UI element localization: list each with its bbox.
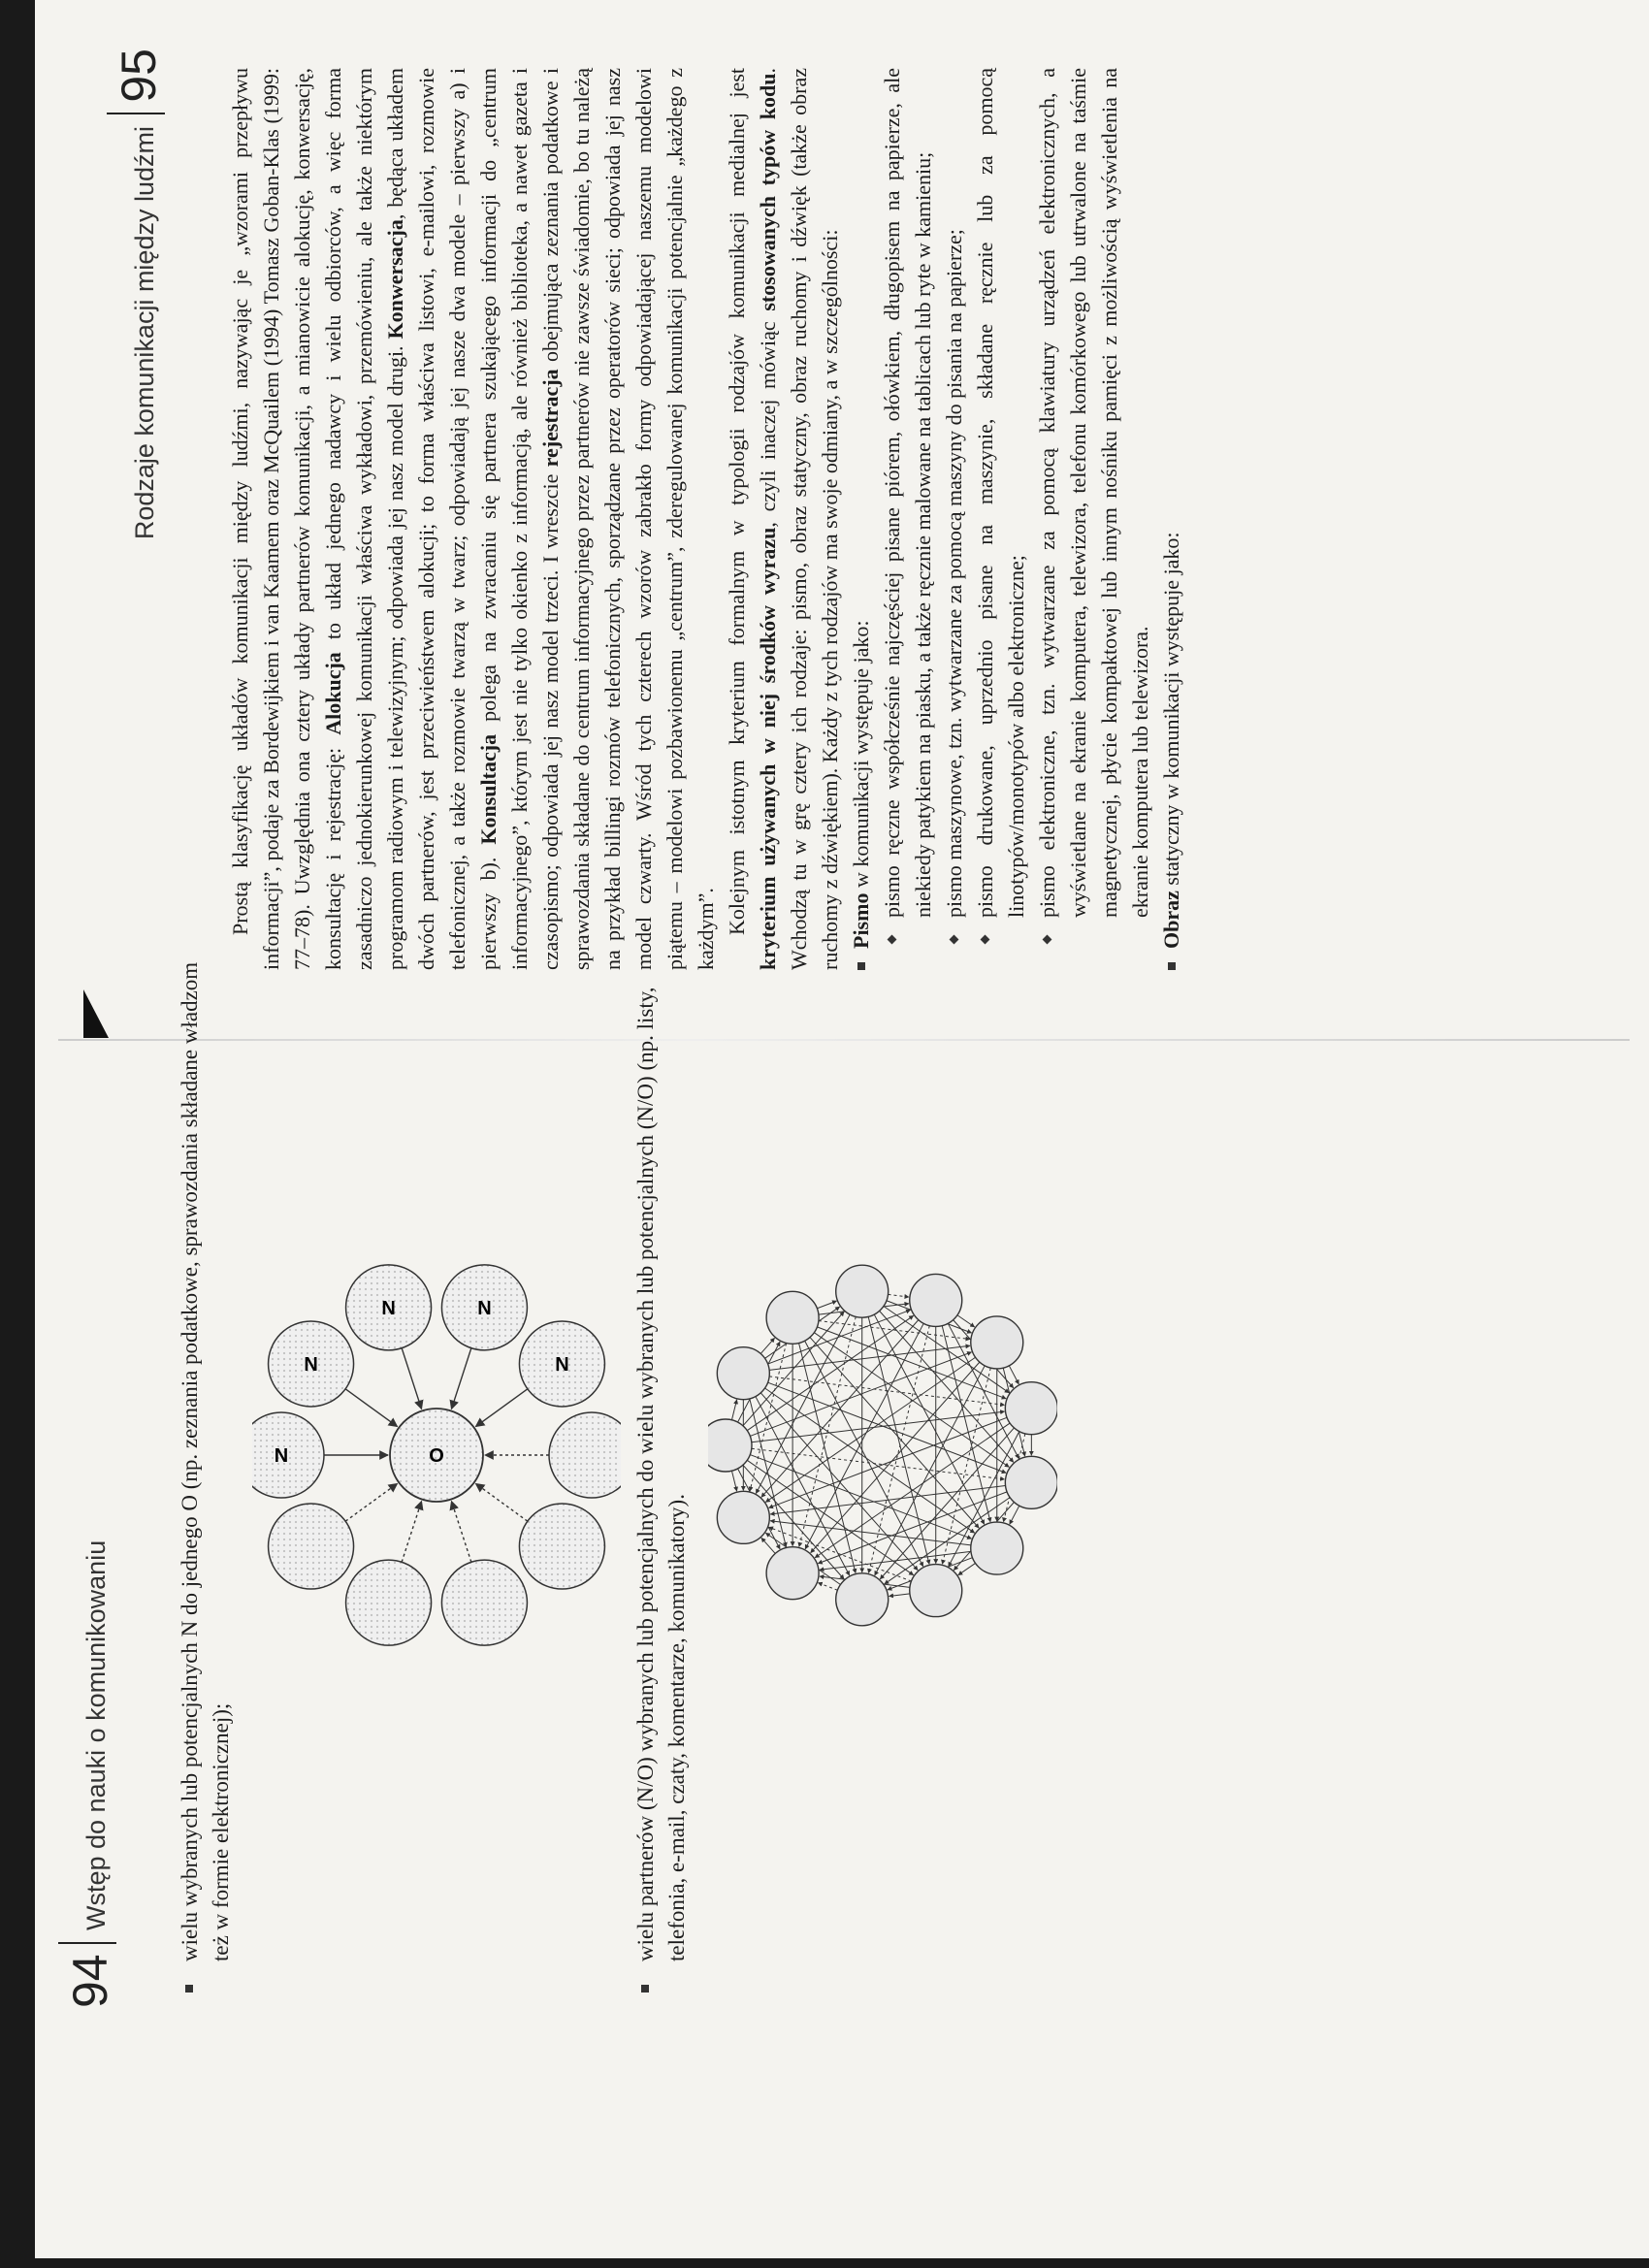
arrow-to-center xyxy=(475,1389,527,1427)
bold-term: rejestracja xyxy=(538,369,563,468)
scan-edge xyxy=(0,0,35,2268)
running-title: Rodzaje komunikacji między ludźmi xyxy=(130,126,159,540)
page-header xyxy=(107,49,194,1009)
bullet-many-to-one: wielu wybranych lub potencjalnych N do jednego O (np. zeznania podatkowe, sprawozdania składane władzom też w formie elektronicznej); xyxy=(175,953,237,2008)
text-run: to układ jednego nadawcy i wielu odbiorców, a więc forma zasadniczo jednokierunkowej komunikacji właściwa wykładowi, przemówieniu, ale także niektórym programom radiowym i telewizyjnym; odpowiada jej nasz model drugi. xyxy=(321,68,407,970)
page-number: 94 xyxy=(63,1954,117,2008)
list-item-pismo: Pismo w komunikacji występuje jako: pismo ręczne współcześnie najczęściej pisane piórem, ołówkiem, długopisem na papierze, ale niekiedy patykiem na piasku, a także ręcznie malowane na tablicach lub ryte w kamieniu; pismo maszynowe, tzn. wytwarzane za pomocą maszyny do pisania na papierze; pismo drukowane, uprzednio pisane na maszynie, składane ręcznie lub za pomocą linotypów/monotypów albo elektroniczne; pismo elektroniczne, tzn. wytwarzane za pomocą klawiatury urządzeń elektronicznych, a wyświetlane na ekranie komputera, telewizora, telefonu komórkowego lub utrwalone na taśmie magnetycznej, płycie kompaktowej lub innym nośniku pamięci z możliwością wyświetlenia na ekranie komputera lub telewizora. xyxy=(846,68,1156,970)
header-rule xyxy=(107,113,165,114)
network-node xyxy=(1005,1456,1057,1508)
node-n-label: N xyxy=(555,1353,569,1376)
network-edge xyxy=(817,1301,836,1309)
arrow-to-center xyxy=(345,1389,397,1427)
network-edge xyxy=(889,1294,909,1297)
text-run: , czyli inaczej mówiąc xyxy=(756,310,780,528)
pismo-subtype-item: pismo drukowane, uprzednio pisane na maszynie, składane ręcznie lub za pomocą linotypów/monotypów albo elektroniczne; xyxy=(970,68,1032,949)
network-node xyxy=(910,1565,962,1617)
node-n-label: N xyxy=(381,1297,396,1319)
text-run: obejmująca zeznania podatkowe i sprawozdania składane do centrum informacyjnego przez partnerów nie zawsze świadomie, bo tu należą na przykład billingi rozmów telefonicznych, sporządzane przez operatorów sieci; odpowiada jej nasz model czwarty. Wśród tych czterech wzorów zabrakło formy odpowiadającej naszemu modelowi piątemu – modelowi pozbawionemu „centrum”, zderegulowanej komunikacji potencjalnie „każdego z każdym”. xyxy=(538,68,718,970)
network-node xyxy=(717,1491,769,1543)
network-edge xyxy=(799,1316,856,1546)
network-edge xyxy=(1010,1506,1019,1524)
scan-edge xyxy=(0,2258,1649,2268)
pismo-subtype-item: pismo ręczne współcześnie najczęściej pisane piórem, ołówkiem, długopisem na papierze, ale niekiedy patykiem na piasku, a także ręcznie malowane na tablicach lub ryte w kamieniu; xyxy=(877,68,939,949)
network-edge xyxy=(765,1357,975,1502)
pismo-subtype-item: pismo elektroniczne, tzn. wytwarzane za pomocą klawiatury urządzeń elektronicznych, a wyświetlane na ekranie komputera, telewizora, telefonu komórkowego lub utrwalone na taśmie magnetycznej, płycie kompaktowej lub innym nośniku pamięci z możliwością wyświetlenia na ekranie komputera lub telewizora. xyxy=(1032,68,1156,949)
body-text xyxy=(194,49,1187,1009)
network-edge xyxy=(731,1471,736,1491)
network-node xyxy=(836,1573,889,1626)
network-edge xyxy=(958,1563,976,1574)
network-edge xyxy=(770,1486,1005,1514)
network-node xyxy=(836,1265,889,1317)
diamond-bullet-icon xyxy=(1043,935,1052,945)
network-node xyxy=(971,1522,1023,1574)
network-edge xyxy=(761,1320,919,1498)
diamond-bullet-icon xyxy=(888,935,897,945)
network-edge xyxy=(889,1594,910,1597)
list-item-obraz: Obraz statyczny w komunikacji występuje jako: xyxy=(1156,68,1187,970)
text-run: Prostą klasyfikację układów komunikacji między ludźmi, nazywając je „wzorami przepływu informacji”, podaje za Bordewijkiem i van Kaamem oraz McQuailem (1994) Tomasz Goban-Klas (1999: 77–78). Uwzględnia ona cztery układy partnerów komunikacji, a mianowicie alokucję, konwersację, konsultację i rejestrację: xyxy=(228,68,345,970)
square-bullet-icon xyxy=(1168,962,1176,970)
paragraph-classification xyxy=(225,68,722,970)
diagram-many-to-one xyxy=(252,1019,621,1892)
bold-term: kryterium używanych w niej środków wyrazu xyxy=(756,527,780,970)
pismo-subtypes xyxy=(877,68,1156,949)
network-node xyxy=(910,1274,962,1326)
network-node xyxy=(971,1316,1023,1369)
network-node xyxy=(766,1291,819,1344)
node-n xyxy=(346,1560,432,1645)
running-title: Wstęp do nauki o komunikowaniu xyxy=(81,1539,111,1930)
network-edge xyxy=(811,1362,980,1553)
bold-term: Konwersacja xyxy=(383,219,407,340)
node-n xyxy=(549,1412,621,1498)
network-node xyxy=(717,1347,769,1400)
node-n xyxy=(269,1504,354,1589)
square-bullet-icon xyxy=(857,962,865,970)
network-edge xyxy=(769,1417,1008,1507)
network-edge xyxy=(768,1382,1007,1473)
network-edge xyxy=(731,1400,736,1420)
bold-term: Alokucja xyxy=(321,652,345,735)
arrow-to-center xyxy=(475,1483,527,1521)
node-o-label: O xyxy=(429,1445,444,1467)
arrow-to-center xyxy=(451,1502,470,1563)
bullet-many-to-many: wielu partnerów (N/O) wybranych lub potencjalnych do wielu wybranych lub potencjalnych (N/O) (np. listy, telefonia, e-mail, czaty, komentarze, komunikatory). xyxy=(630,953,693,2008)
network-node xyxy=(766,1547,819,1600)
network-edge xyxy=(760,1338,774,1353)
text-run: Kolejnym istotnym kryterium formalnym w typologii rodzajów komunikacji medialnej jest xyxy=(725,68,749,935)
network-edge xyxy=(818,1583,837,1591)
node-n-label: N xyxy=(274,1445,289,1467)
text-run: . Wchodzą tu w grę cztery ich rodzaje: pismo, obraz statyczny, obraz ruchomy i dźwięk (także obraz ruchomy z dźwiękiem). Każdy z tych rodzajów ma swoje odmiany, a w szczególności: xyxy=(756,68,842,970)
bold-term: stosowanych typów kodu xyxy=(756,73,780,311)
node-n-label: N xyxy=(477,1297,492,1319)
arrow-to-center xyxy=(345,1483,397,1521)
network-edge xyxy=(769,1345,970,1370)
node-n xyxy=(441,1560,527,1645)
text-run: , będąca układem dwóch partnerów, jest przeciwieństwem alokucji; to forma właściwa listowi, e-mailowi, rozmowie telefonicznej, a także rozmowie twarzą w twarz; odpowiadają jej nasze dwa modele – pierwszy a) i pierwszy b). xyxy=(383,67,501,970)
paragraph-code-types xyxy=(722,68,846,970)
diamond-bullet-icon xyxy=(950,935,959,945)
square-bullet-icon xyxy=(185,1985,193,1993)
arrow-to-center xyxy=(402,1502,421,1563)
network-edge xyxy=(761,1538,775,1553)
square-bullet-icon xyxy=(641,1985,649,1993)
code-type-list xyxy=(846,68,1187,970)
page-number: 95 xyxy=(112,49,166,103)
network-edge xyxy=(957,1315,975,1327)
arrow-to-center xyxy=(451,1348,470,1409)
arrow-to-center xyxy=(402,1348,421,1409)
node-n-label: N xyxy=(304,1353,318,1376)
bold-term: Konsultacja xyxy=(476,733,501,845)
network-edge xyxy=(875,1366,985,1575)
text-run: polega na zwracaniu się partnera szukającego informacji do „centrum informacyjnego”, którym jest nie tylko okienko z informacją, ale również biblioteka, a nawet gazeta i czasopismo; odpowiada jej nasz model trzeci. I wreszcie xyxy=(476,68,563,970)
diagram-many-to-many xyxy=(708,1009,1057,1882)
header-rule xyxy=(58,1942,116,1944)
pismo-subtype-item: pismo maszynowe, tzn. wytwarzane za pomocą maszyny do pisania na papierze; xyxy=(939,68,970,949)
page-95 xyxy=(107,49,1620,1009)
network-edge xyxy=(799,1344,856,1573)
node-n xyxy=(519,1504,604,1589)
network-edge xyxy=(1009,1366,1018,1384)
diamond-bullet-icon xyxy=(981,935,990,945)
network-node xyxy=(1005,1382,1057,1435)
network-edge xyxy=(770,1521,971,1545)
network-node xyxy=(708,1419,752,1472)
